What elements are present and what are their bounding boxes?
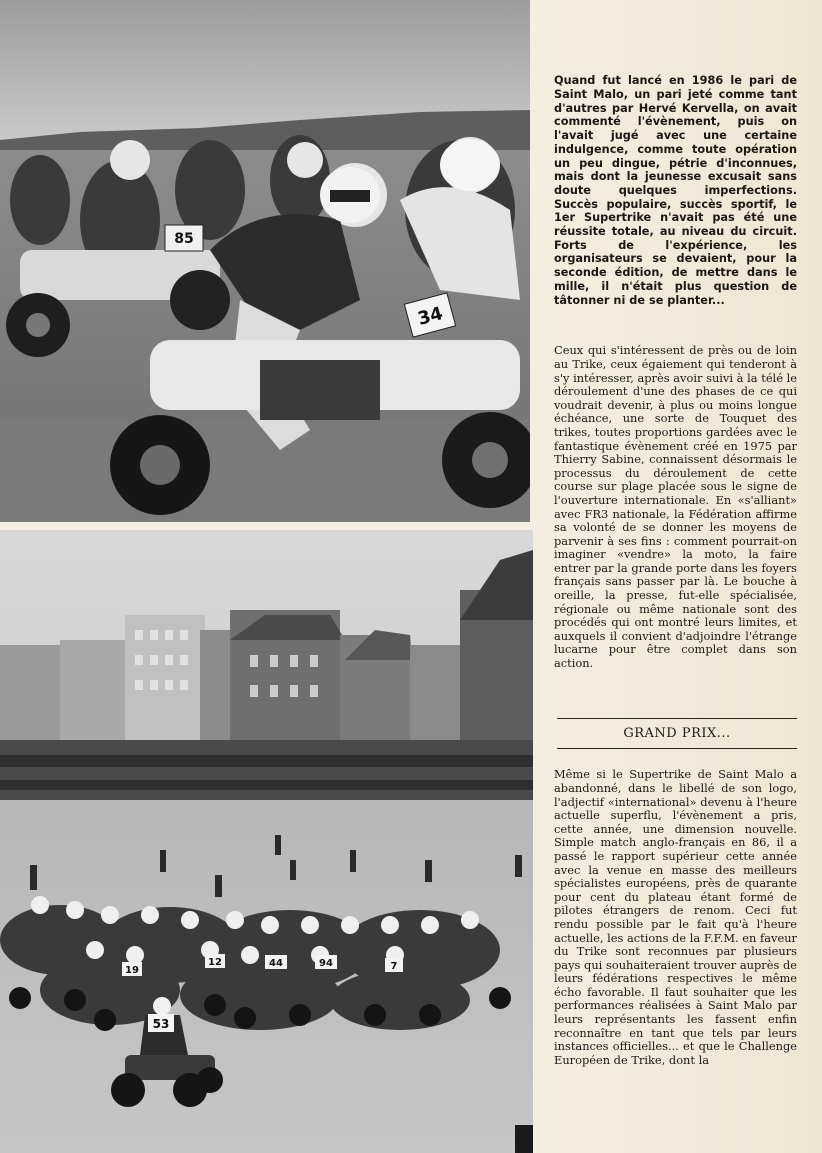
racer-number: 44 [269, 958, 283, 969]
racer-number: 53 [152, 1017, 170, 1031]
racer-number: 7 [390, 961, 398, 972]
article-intro: Quand fut lancé en 1986 le pari de Saint Malo, un pari jeté comme tant d'autres par Hervé Kervella, on avait commenté l'évènement, puis on l'avait jugé avec une certaine indulgence, comme toute opération un peu dingue, pétrie d'inconnues, mais dont la jeunesse excusait sans doute quelques imperfections. Succès populaire, succès sportif, le 1er Supertrike n'avait pas été une réussite totale, au niveau du circuit. Forts de l'expérience, les organisateurs se devaient, pour la seconde édition, de mettre dans le mille, il n'était plus question de tâtonner ni de se planter... [554, 74, 797, 307]
section-rule-top [557, 718, 797, 719]
section-rule-bottom [557, 748, 797, 749]
racer-number-plate: 34 [415, 303, 446, 330]
racer-number-plate: 85 [174, 231, 194, 247]
photo-gutter [0, 522, 540, 530]
trike-racers-image [0, 0, 530, 522]
racer-number: 94 [319, 958, 333, 969]
racer-number: 12 [208, 957, 222, 968]
article-body-paragraph-1: Ceux qui s'intéressent de près ou de loin au Trike, ceux égaiement qui tenderont à s'y intéresser, après avoir suivi à la télé le déroulement d'une des phases de ce qui voudrait devenir, à plus ou moins longue échéance, une sorte de Touquet des trikes, toutes proportions gardées avec le fantastique évènement créé en 1975 par Thierry Sabine, connaissent désormais le processus du déroulement de cette course sur plage placée sous le signe de l'ouverture internationale. En «s'alliant» avec FR3 nationale, la Fédération affirme sa volonté de se donner les moyens de parvenir à ses fins : comment pourrait-on imaginer «vendre» la moto, la faire entrer par la grande porte dans les foyers français sans passer par là. Le bouche à oreille, la presse, fut-elle spécialisée, régionale ou même nationale sont des procédés qui ont montré leurs limites, et auxquels il convient d'adjoindre l'étrange lucarne pour être complet dans son action. [554, 343, 797, 671]
racer-number: 19 [125, 965, 139, 976]
section-heading-grand-prix: GRAND PRIX... [623, 726, 731, 741]
beach-race-image [0, 530, 533, 1153]
photo-trike-racers-closeup [0, 0, 530, 522]
photo-beach-race-start [0, 530, 533, 1153]
article-body-paragraph-2: Même si le Supertrike de Saint Malo a abandonné, dans le libellé de son logo, l'adjectif «international» devenu à l'heure actuelle superflu, l'évènement a pris, cette année, une dimension nouvelle. Simple match anglo-français en 86, il a passé le rapport supérieur cette année avec la venue en masse des meilleurs spécialistes européens, près de quarante pour cent du plateau étant formé de pilotes étrangers de renom. Ceci fut rendu possible par le fait qu'à l'heure actuelle, les actions de la F.F.M. en faveur du Trike sont reconnues par plusieurs pays qui souhaiteraient trouver auprès de leurs fédérations respectives le même écho favorable. Il faut souhaiter que les performances réalisées à Saint Malo par leurs représentants les fassent enfin reconnaître en tant que tels par leurs instances officielles... et que le Challenge Européen de Trike, dont la [554, 767, 797, 1067]
